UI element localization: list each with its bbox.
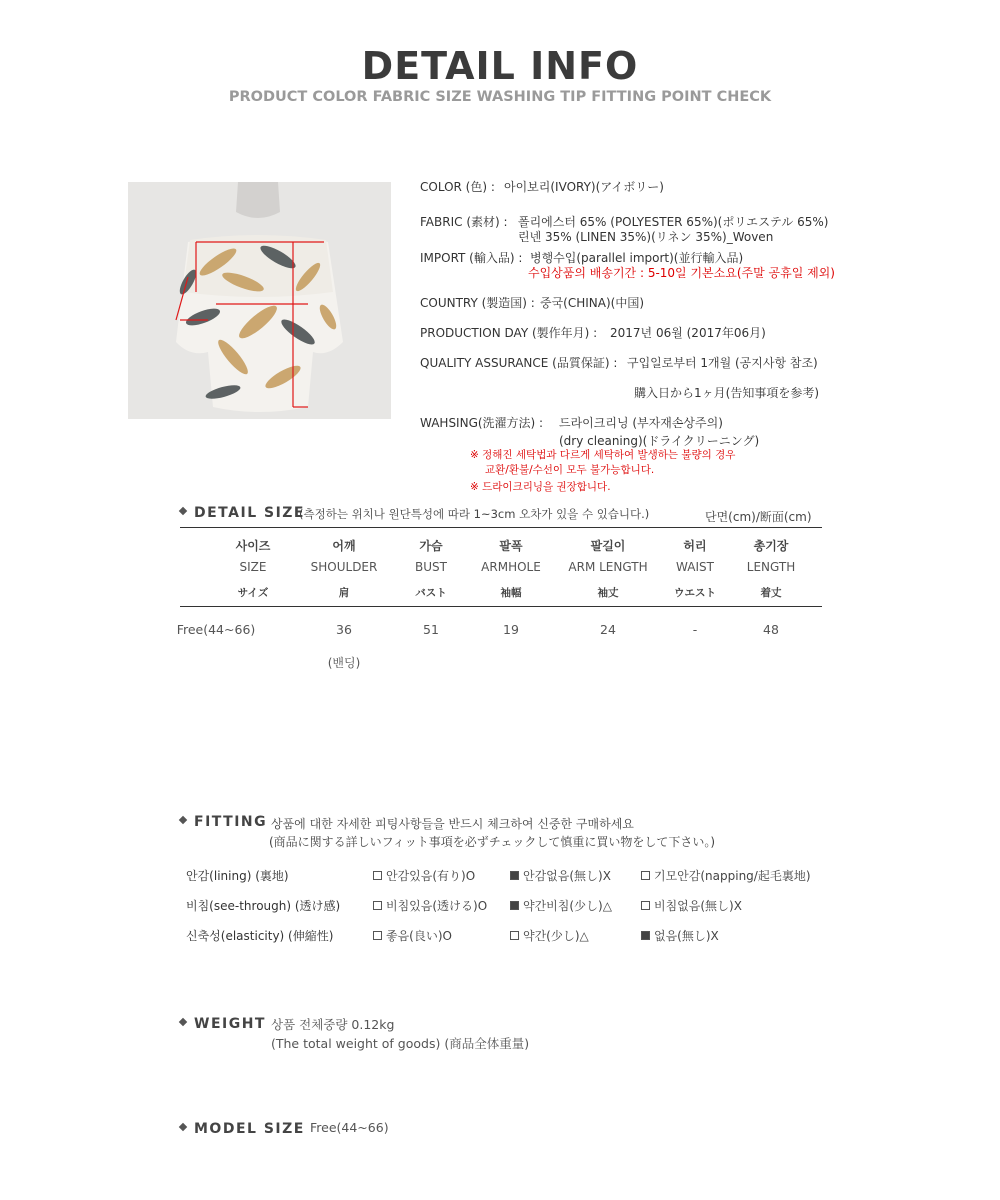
col-shoulder-jp: 肩 bbox=[338, 587, 350, 599]
model-size-heading: MODEL SIZE bbox=[180, 1121, 305, 1137]
checkbox-icon bbox=[641, 871, 650, 880]
checkbox-checked-icon bbox=[510, 901, 519, 910]
checkbox-icon bbox=[373, 901, 382, 910]
fitting-heading: FITTING bbox=[180, 814, 267, 830]
col-size-ko: 사이즈 bbox=[235, 539, 271, 553]
washing-label: WAHSING(洗濯方法) : bbox=[420, 416, 544, 430]
col-length-ko: 총기장 bbox=[753, 539, 789, 553]
fitting-option[interactable]: 비침있음(透ける)O bbox=[373, 897, 487, 914]
fitting-note-2: (商品に関する詳しいフィット事項を必ずチェックして慎重に買い物をして下さい。) bbox=[269, 835, 716, 849]
country-value: 중국(CHINA)(中国) bbox=[540, 296, 645, 310]
washing-note-3: ※ 드라이크리닝을 권장합니다. bbox=[470, 481, 611, 493]
fitting-option[interactable]: 기모안감(napping/起毛裏地) bbox=[641, 867, 811, 884]
quality-value-jp: 購入日から1ヶ月(告知事項を参考) bbox=[634, 386, 819, 400]
weight-heading: WEIGHT bbox=[180, 1016, 266, 1032]
fitting-option[interactable]: 안감없음(無し)X bbox=[510, 867, 611, 884]
col-size-en: SIZE bbox=[239, 560, 267, 574]
fitting-row-label: 비침(see-through) (透け感) bbox=[186, 899, 341, 913]
fabric-label: FABRIC (素材) : bbox=[420, 215, 508, 229]
fitting-row-label: 안감(lining) (裏地) bbox=[186, 869, 289, 883]
col-armhole-jp: 袖幅 bbox=[500, 587, 522, 599]
value-length: 48 bbox=[763, 622, 779, 637]
col-armhole-ko: 팔폭 bbox=[499, 539, 523, 553]
checkbox-icon bbox=[373, 931, 382, 940]
checkbox-icon bbox=[510, 931, 519, 940]
washing-note-2: 교환/환불/수선이 모두 불가능합니다. bbox=[485, 464, 655, 476]
checkbox-checked-icon bbox=[510, 871, 519, 880]
color-value: 아이보리(IVORY)(アイボリー) bbox=[504, 180, 664, 194]
washing-value-2: (dry cleaning)(ドライクリーニング) bbox=[559, 434, 760, 448]
color-label: COLOR (色) : bbox=[420, 180, 495, 194]
detail-size-heading: DETAIL SIZE bbox=[180, 505, 305, 521]
value-shoulder: 36 bbox=[336, 622, 352, 637]
quality-value: 구입일로부터 1개월 (공지사항 참조) bbox=[627, 356, 818, 370]
checkbox-icon bbox=[373, 871, 382, 880]
production-value: 2017년 06월 (2017年06月) bbox=[610, 326, 766, 340]
weight-description: (The total weight of goods) (商品全体重量) bbox=[271, 1036, 530, 1051]
diamond-bullet-icon bbox=[179, 1018, 187, 1026]
fabric-line-2: 린넨 35% (LINEN 35%)(リネン 35%)_Woven bbox=[518, 230, 774, 244]
import-value: 병행수입(parallel import)(並行輸入品) bbox=[530, 251, 744, 265]
import-shipping-note: 수입상품의 배송기간 : 5-10일 기본소요(주말 공휴일 제외) bbox=[528, 266, 835, 280]
fitting-option[interactable]: 없음(無し)X bbox=[641, 927, 719, 944]
diamond-bullet-icon bbox=[179, 816, 187, 824]
col-armlength-jp: 袖丈 bbox=[597, 587, 619, 599]
col-shoulder-ko: 어깨 bbox=[332, 539, 356, 553]
fitting-option[interactable]: 안감있음(有り)O bbox=[373, 867, 475, 884]
value-waist: - bbox=[692, 622, 698, 637]
fitting-note-1: 상품에 대한 자세한 피팅사항들을 반드시 체크하여 신중한 구매하세요 bbox=[271, 817, 634, 831]
value-size: Free(44~66) bbox=[176, 622, 256, 637]
col-length-jp: 着丈 bbox=[760, 587, 782, 599]
fitting-option[interactable]: 약간비침(少し)△ bbox=[510, 897, 612, 914]
product-photo bbox=[128, 182, 391, 419]
col-bust-en: BUST bbox=[415, 560, 447, 574]
fitting-option[interactable]: 비침없음(無し)X bbox=[641, 897, 742, 914]
col-armlength-en: ARM LENGTH bbox=[568, 560, 648, 574]
off-shoulder-blouse-illustration bbox=[128, 182, 391, 419]
col-bust-jp: バスト bbox=[415, 587, 447, 599]
washing-value-1: 드라이크리닝 (부자재손상주의) bbox=[559, 416, 723, 430]
col-shoulder-en: SHOULDER bbox=[310, 560, 378, 574]
weight-value: 상품 전체중량 0.12kg bbox=[271, 1017, 395, 1032]
fitting-option[interactable]: 좋음(良い)O bbox=[373, 927, 452, 944]
size-unit: 단면(cm)/断面(cm) bbox=[705, 510, 812, 524]
fitting-row-label: 신축성(elasticity) (伸縮性) bbox=[186, 929, 334, 943]
diamond-bullet-icon bbox=[179, 1123, 187, 1131]
quality-label: QUALITY ASSURANCE (品質保証) : bbox=[420, 356, 618, 370]
country-label: COUNTRY (製造国) : bbox=[420, 296, 535, 310]
checkbox-icon bbox=[641, 901, 650, 910]
size-table-header-rule bbox=[180, 606, 822, 607]
value-armlength: 24 bbox=[600, 622, 616, 637]
checkbox-checked-icon bbox=[641, 931, 650, 940]
col-length-en: LENGTH bbox=[746, 560, 796, 574]
shoulder-banding-note: (밴딩) bbox=[327, 656, 361, 670]
model-size-value: Free(44~66) bbox=[310, 1120, 389, 1135]
col-armlength-ko: 팔길이 bbox=[590, 539, 626, 553]
col-waist-en: WAIST bbox=[676, 560, 714, 574]
size-table bbox=[176, 528, 822, 678]
value-armhole: 19 bbox=[503, 622, 519, 637]
import-label: IMPORT (輸入品) : bbox=[420, 251, 523, 265]
col-waist-jp: ウエスト bbox=[674, 587, 716, 599]
fabric-line-1: 폴리에스터 65% (POLYESTER 65%)(ポリエステル 65%) bbox=[518, 215, 829, 229]
page-title: DETAIL INFO bbox=[361, 44, 639, 88]
value-bust: 51 bbox=[423, 622, 439, 637]
washing-note-1: ※ 정해진 세탁법과 다르게 세탁하여 발생하는 불량의 경우 bbox=[470, 449, 736, 461]
page-subtitle: PRODUCT COLOR FABRIC SIZE WASHING TIP FITTING POINT CHECK bbox=[228, 89, 772, 105]
diamond-bullet-icon bbox=[179, 507, 187, 515]
col-waist-ko: 허리 bbox=[683, 539, 707, 553]
fitting-option[interactable]: 약간(少し)△ bbox=[510, 927, 589, 944]
col-size-jp: サイズ bbox=[237, 587, 269, 599]
size-note: (측정하는 위치나 원단특성에 따라 1~3cm 오차가 있을 수 있습니다.) bbox=[299, 507, 650, 521]
col-armhole-en: ARMHOLE bbox=[481, 560, 541, 574]
col-bust-ko: 가슴 bbox=[419, 539, 443, 553]
production-label: PRODUCTION DAY (製作年月) : bbox=[420, 326, 598, 340]
